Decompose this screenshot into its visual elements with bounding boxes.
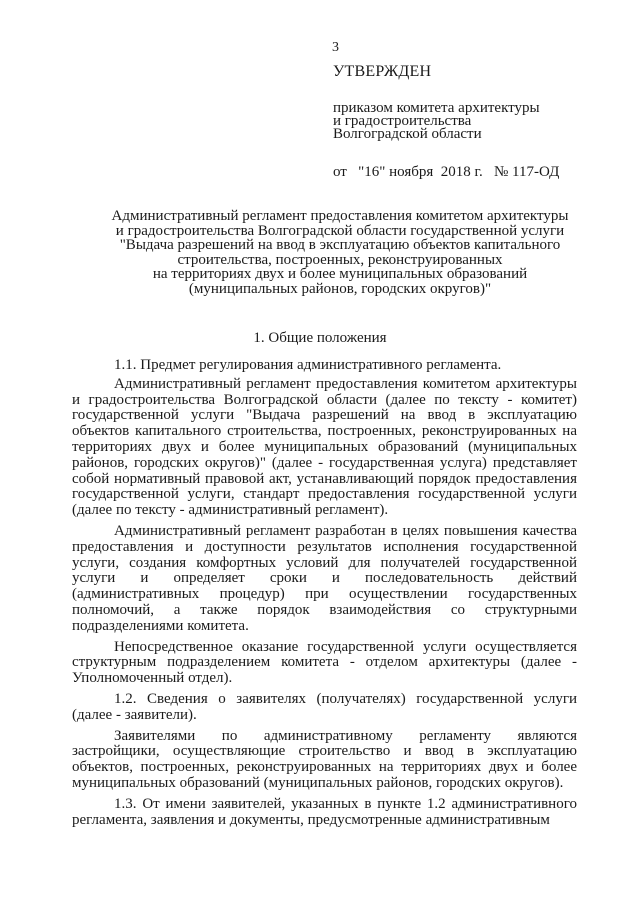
approval-order-line: и градостроительства: [333, 113, 472, 129]
approval-date-line: от "16" ноября 2018 г. № 117-ОД: [333, 164, 560, 180]
paragraph: Административный регламент предоставления комитетом архитектуры и градостроительства Волгоградской области (далее по тексту - комитет) государственной услуги "Выдача разрешений на ввод в эксплуатацию объектов капитального строительства, построенных, реконструированных на территориях двух и более муниципальных образований (муниципальных районов, городских округов)" (далее - государственная услуга) представляет собой нормативный правовой акт, устанавливающий порядок предоставления государственной услуги, стандарт предоставления государственной услуги (далее по тексту - административный регламент).: [72, 375, 577, 519]
paragraph: Административный регламент разработан в целях повышения качества предоставления и доступности результатов исполнения государственной услуги, создания комфортных условий для получателей государственной услуги и определяет сроки и последовательность действий (административных процедур) при осуществлении государственных полномочий, а также порядок взаимодействия со структурными подразделениями комитета.: [72, 522, 577, 634]
title-line: (муниципальных районов, городских округов)": [188, 280, 492, 297]
title-line: Административный регламент предоставления комитетом архитектуры: [111, 208, 569, 224]
title-line: и градостроительства Волгоградской области государственной услуги: [115, 222, 565, 239]
paragraph: 1.2. Сведения о заявителях (получателях) государственной услуги (далее - заявители).: [72, 690, 577, 723]
title-line: строительства, построенных, реконструированных: [177, 251, 503, 268]
document-title: [95, 209, 585, 296]
document-body: [72, 358, 577, 828]
paragraph: 1.3. От имени заявителей, указанных в пункте 1.2 административного регламента, заявления и документы, предусмотренные административным: [72, 795, 577, 828]
title-line: на территориях двух и более муниципальных образований: [152, 266, 528, 282]
paragraph: Непосредственное оказание государственной услуги осуществляется структурным подразделением комитета - отделом архитектуры (далее - Уполномоченный отдел).: [72, 638, 577, 687]
title-line: "Выдача разрешений на ввод в эксплуатацию объектов капитального: [119, 237, 561, 253]
section-heading: 1. Общие положения: [253, 330, 387, 346]
approval-heading: УТВЕРЖДЕН: [333, 63, 432, 80]
paragraph: 1.1. Предмет регулирования административного регламента.: [114, 357, 502, 373]
approval-order-line: Волгоградской области: [333, 126, 482, 142]
approval-order: [333, 102, 613, 141]
approval-block: [333, 64, 613, 180]
page-number: 3: [332, 40, 339, 55]
paragraph: Заявителями по административному регламенту являются застройщики, осуществляющие строительство и ввод в эксплуатацию объектов, построенных, реконструированных на территориях двух и более муниципальных образований (муниципальных районов, городских округов).: [72, 727, 577, 791]
approval-order-line: приказом комитета архитектуры: [333, 100, 540, 116]
